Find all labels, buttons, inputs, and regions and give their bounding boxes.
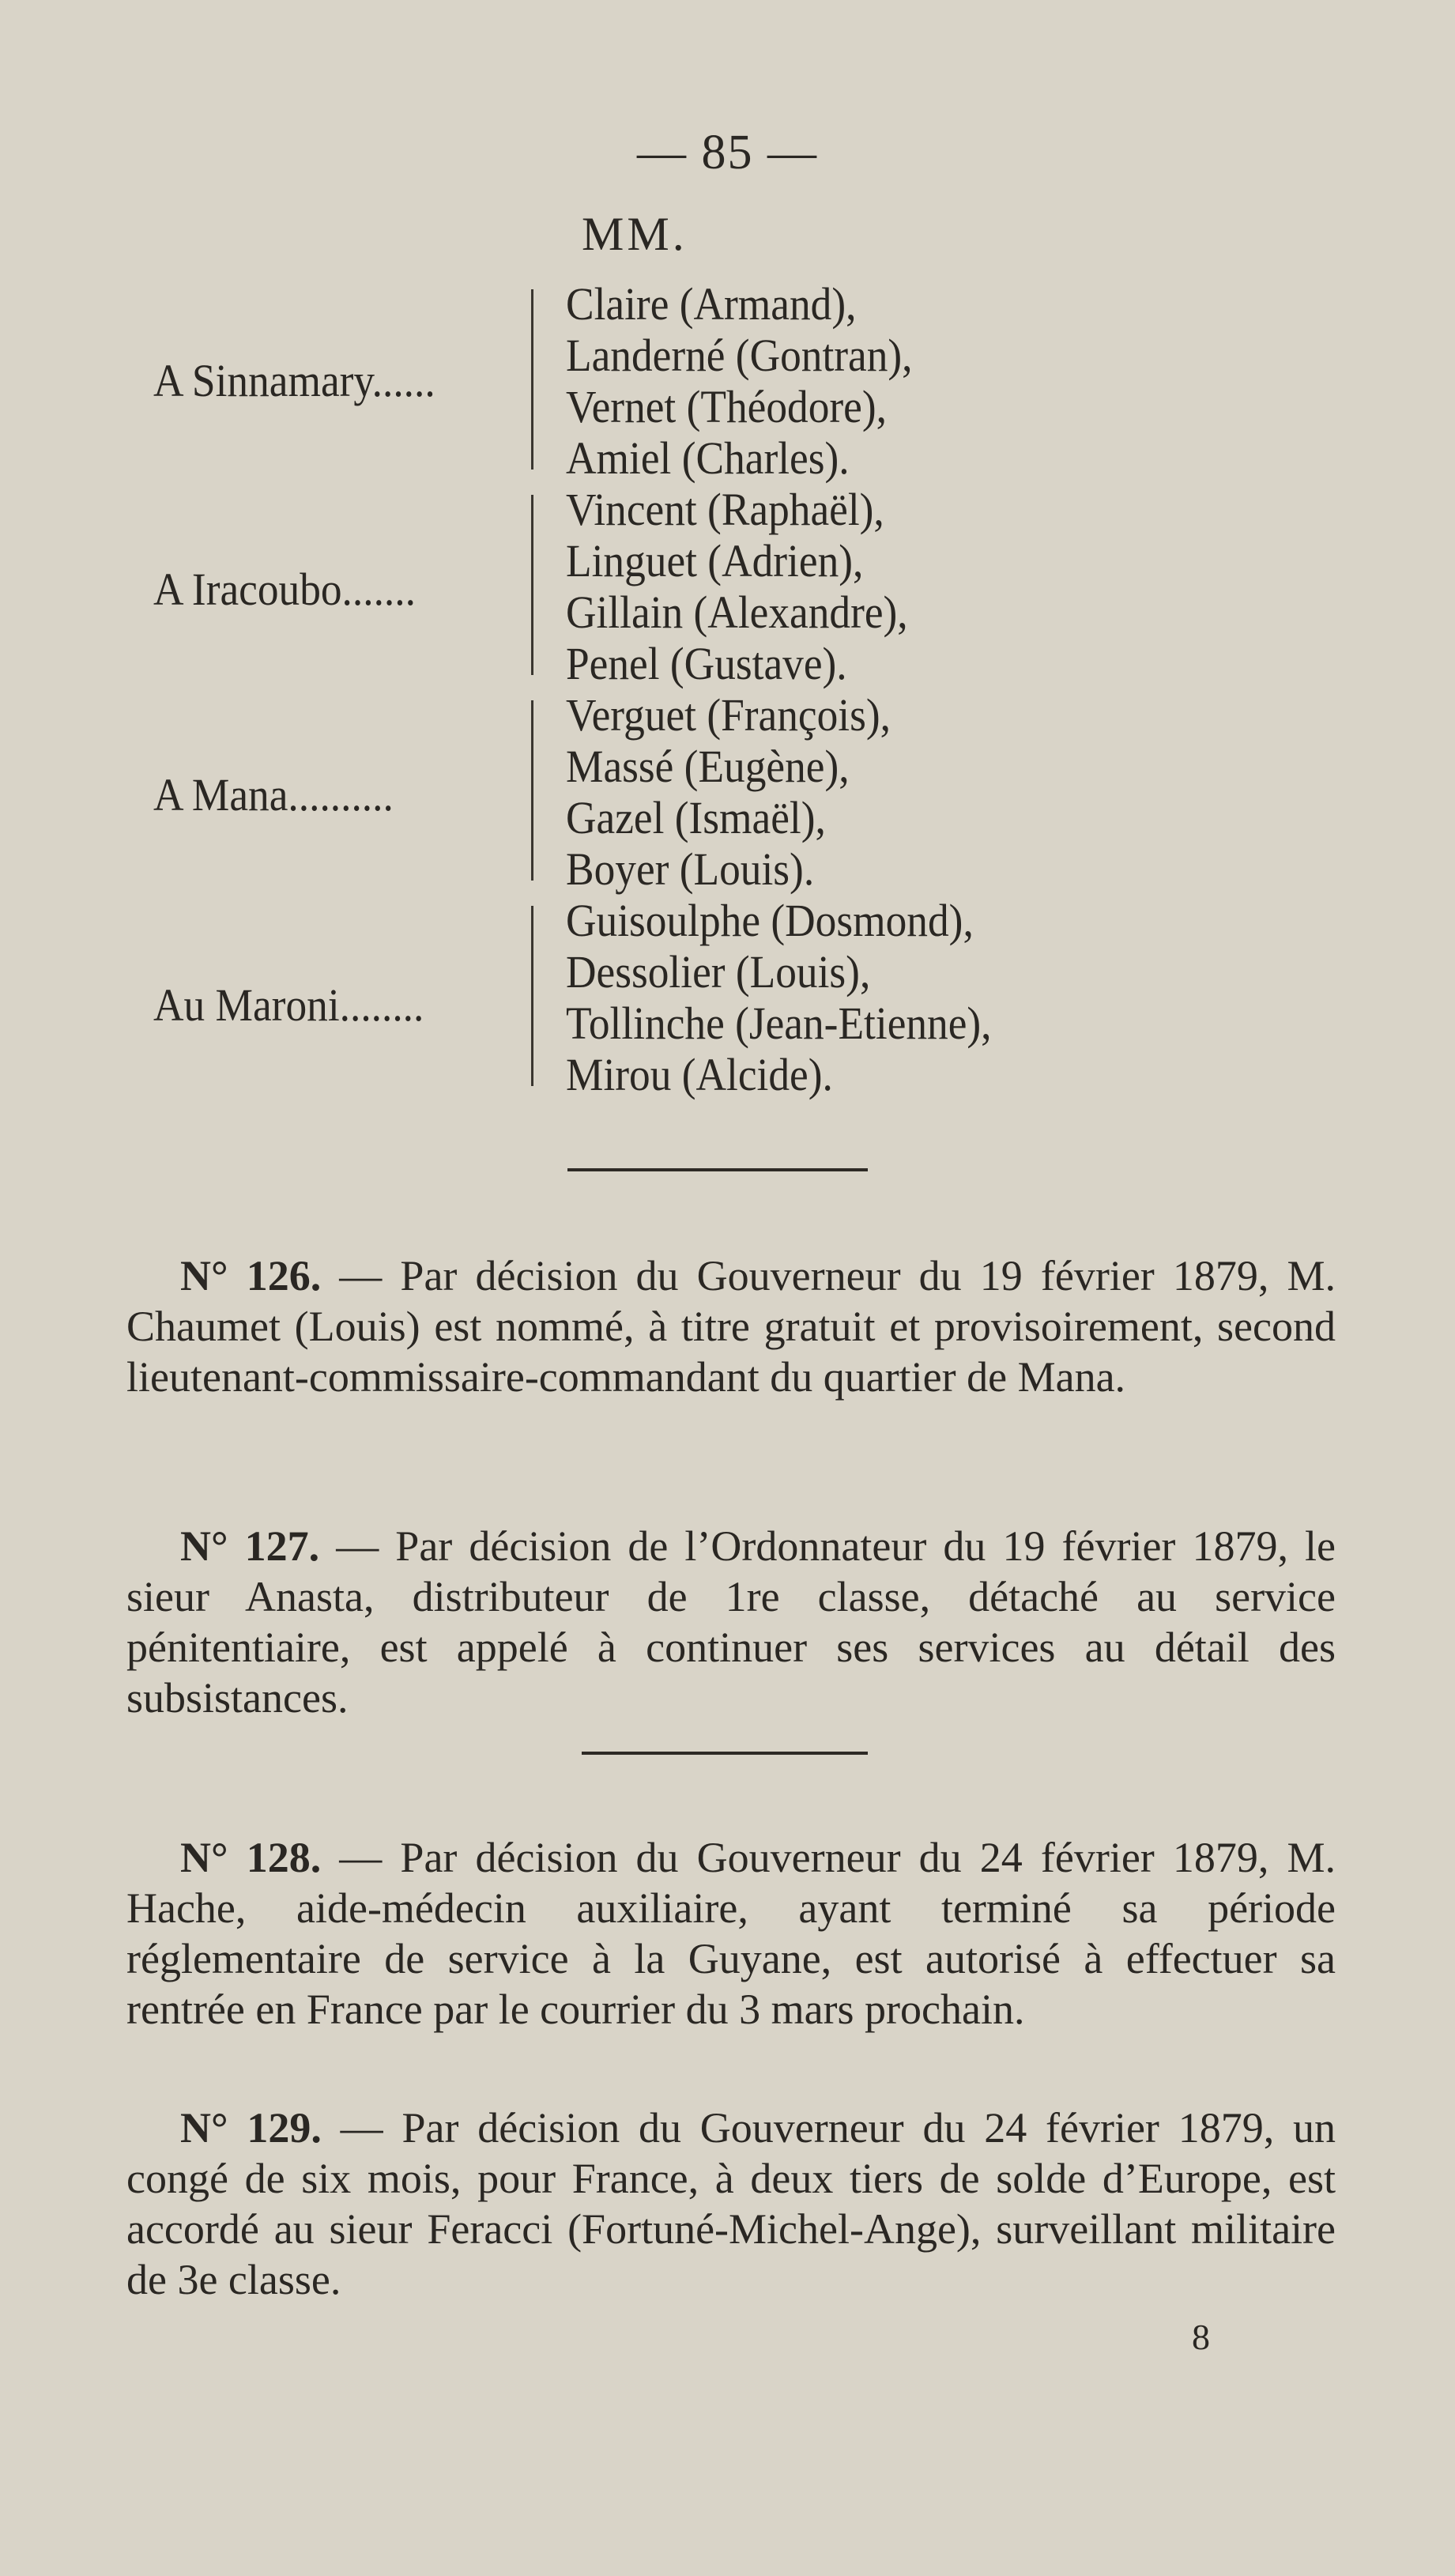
list-item: Penel (Gustave). (566, 638, 847, 689)
station-group-sinnamary (0, 278, 1455, 484)
entry-number: N° 129. (180, 2104, 322, 2152)
entry-paragraph (126, 1250, 1336, 1402)
list-item: Linguet (Adrien), (566, 535, 864, 586)
section-divider (567, 1168, 868, 1171)
entry-number: N° 126. (180, 1252, 322, 1299)
decision-entry-127 (126, 1521, 1336, 1723)
page-number: — 85 — (637, 126, 818, 179)
list-item: Massé (Eugène), (566, 741, 850, 792)
name-list (566, 689, 919, 895)
station-label: A Sinnamary...... (153, 355, 435, 406)
brace (531, 906, 554, 1086)
entry-text: — Par décision de l’Ordonnateur du 19 février 1879, le sieur Anasta, distributeur de 1re classe, détaché au service pénitentiaire, est appelé à continuer ses services au détail des subsistances. (126, 1522, 1336, 1722)
list-item: Verguet (François), (566, 689, 891, 741)
entry-paragraph (126, 1521, 1336, 1723)
list-item: Landerné (Gontran), (566, 330, 913, 381)
list-item: Gillain (Alexandre), (566, 586, 908, 638)
entry-paragraph (126, 2103, 1336, 2305)
list-heading: MM. (582, 208, 688, 260)
list-item: Dessolier (Louis), (566, 946, 871, 998)
list-item: Amiel (Charles). (566, 432, 850, 484)
list-item: Boyer (Louis). (566, 843, 815, 895)
station-group-mana (0, 689, 1455, 895)
list-item: Tollinche (Jean-Etienne), (566, 998, 992, 1049)
brace (531, 495, 554, 675)
station-group-maroni (0, 895, 1455, 1100)
decision-entry-128 (126, 1832, 1336, 2035)
name-list (566, 278, 943, 484)
list-item: Vincent (Raphaël), (566, 484, 884, 535)
list-item: Vernet (Théodore), (566, 381, 887, 432)
decision-entry-129 (126, 2103, 1336, 2305)
name-list (566, 895, 1028, 1100)
name-list (566, 484, 937, 689)
station-label: A Iracoubo....... (153, 564, 416, 615)
section-divider (582, 1752, 868, 1755)
entry-text: — Par décision du Gouverneur du 19 février 1879, M. Chaumet (Louis) est nommé, à titre gratuit et provisoirement, second lieutenant-commissaire-commandant du quartier de Mana. (126, 1252, 1336, 1401)
station-group-iracoubo (0, 484, 1455, 689)
list-item: Gazel (Ismaël), (566, 792, 826, 843)
brace (531, 700, 554, 881)
signature-mark: 8 (1192, 2317, 1210, 2357)
brace (531, 289, 554, 470)
entry-number: N° 127. (180, 1522, 320, 1570)
list-item: Guisoulphe (Dosmond), (566, 895, 974, 946)
entry-text: — Par décision du Gouverneur du 24 février 1879, M. Hache, aide-médecin auxiliaire, ayant terminé sa période réglementaire de service à la Guyane, est autorisé à effectuer sa rentrée en France par le courrier du 3 mars prochain. (126, 1834, 1336, 2033)
list-item: Claire (Armand), (566, 278, 857, 330)
decision-entry-126 (126, 1250, 1336, 1402)
entry-text: — Par décision du Gouverneur du 24 février 1879, un congé de six mois, pour France, à deux tiers de solde d’Europe, est accordé au sieur Feracci (Fortuné-Michel-Ange), surveillant militaire de 3e classe. (126, 2104, 1336, 2303)
station-label: A Mana.......... (153, 769, 394, 820)
list-item: Mirou (Alcide). (566, 1049, 833, 1100)
entry-number: N° 128. (180, 1834, 322, 1881)
station-label: Au Maroni........ (153, 979, 424, 1031)
entry-paragraph (126, 1832, 1336, 2035)
